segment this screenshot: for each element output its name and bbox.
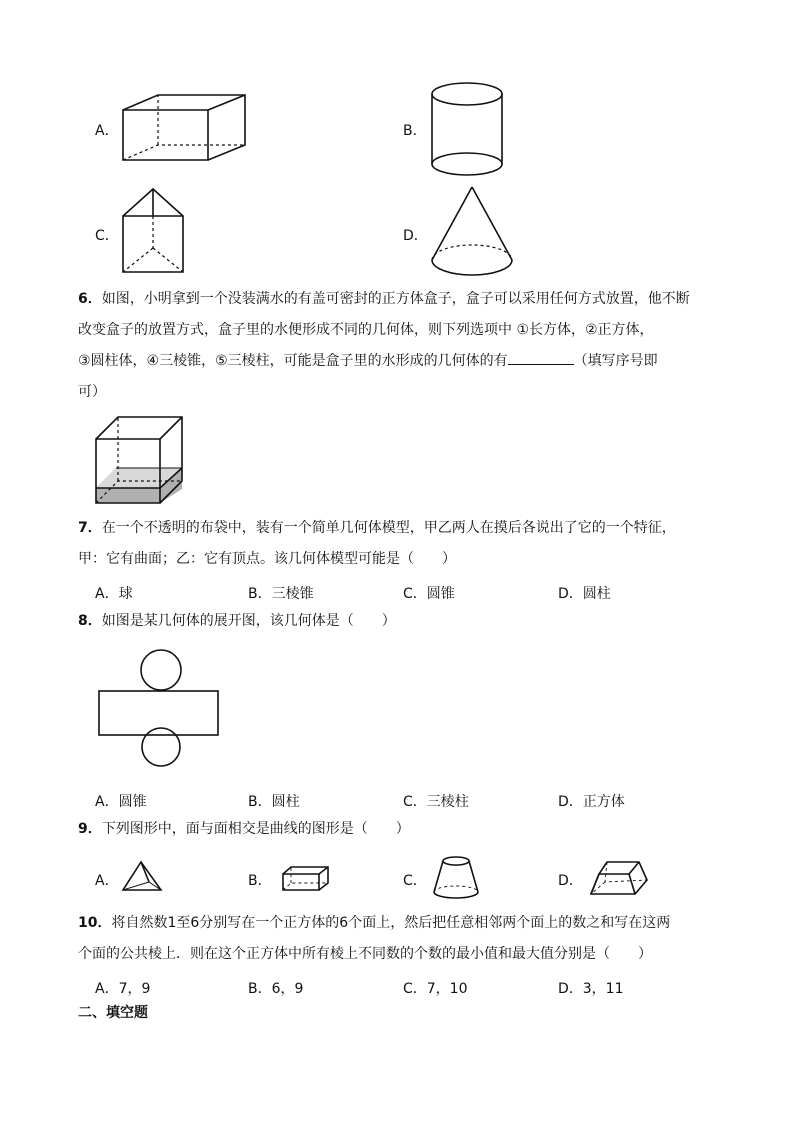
q10-option-c[interactable]: C．7，10 — [403, 981, 468, 997]
small-cuboid-figure — [281, 864, 331, 892]
q6-number: 6． — [78, 291, 102, 307]
q10-option-d[interactable]: D．3，11 — [558, 981, 624, 997]
q7-option-b[interactable]: B．三棱锥 — [248, 586, 314, 602]
section-heading: 二、填空题 — [78, 1005, 148, 1021]
q10-stem-2: 个面的公共棱上．则在这个正方体中所有棱上不同数的个数的最小值和最大值分别是（ ） — [78, 946, 652, 962]
q7-line-1 — [78, 517, 676, 539]
q10-stem-1: 将自然数1至6分别写在一个正方体的6个面上，然后把任意相邻两个面上的数之和写在这两 — [111, 915, 671, 931]
q7-option-c[interactable]: C．圆锥 — [403, 586, 455, 602]
q10-number: 10． — [78, 915, 112, 931]
q9-line-1 — [78, 818, 410, 840]
q5-option-a-label: A． — [95, 123, 119, 139]
q7-stem-2: 甲：它有曲面；乙：它有顶点。该几何体模型可能是（ ） — [78, 551, 456, 567]
q8-line-1 — [78, 610, 396, 632]
q6-stem-4: 可） — [78, 384, 106, 400]
q8-option-b[interactable]: B．圆柱 — [248, 794, 300, 810]
triangular-prism-figure — [120, 186, 190, 278]
q8-option-d[interactable]: D．正方体 — [558, 794, 625, 810]
q5-option-c-label: C． — [95, 228, 119, 244]
q6-line-1 — [78, 288, 690, 310]
q9-option-d-label[interactable]: D． — [558, 873, 583, 889]
cone-figure — [428, 184, 518, 280]
answer-blank[interactable] — [508, 350, 574, 365]
water-cube-figure — [94, 415, 188, 507]
q6-line-3 — [78, 350, 658, 372]
q6-stem-3: ③圆柱体，④三棱锥，⑤三棱柱，可能是盒子里的水形成的几何体的有 — [78, 353, 508, 369]
q6-stem-2: 改变盒子的放置方式，盒子里的水便形成不同的几何体，则下列选项中 ①长方体，②正方体， — [78, 322, 654, 338]
cuboid-figure — [120, 92, 250, 162]
q10-option-a[interactable]: A．7，9 — [95, 981, 151, 997]
q8-stem: 如图是某几何体的展开图，该几何体是（ ） — [101, 613, 396, 629]
q8-number: 8． — [78, 613, 102, 629]
q8-option-a[interactable]: A．圆锥 — [95, 794, 147, 810]
q8-option-c[interactable]: C．三棱柱 — [403, 794, 469, 810]
q7-option-a[interactable]: A．球 — [95, 586, 133, 602]
q6-stem-3-tail: （填写序号即 — [573, 353, 658, 369]
q9-stem: 下列图形中，面与面相交是曲线的图形是（ ） — [101, 821, 410, 837]
cylinder-figure — [430, 82, 506, 178]
q9-option-a-label[interactable]: A． — [95, 873, 119, 889]
q7-number: 7． — [78, 520, 102, 536]
q10-option-b[interactable]: B．6，9 — [248, 981, 304, 997]
pyramid-figure — [121, 860, 163, 894]
cylinder-net-figure — [97, 649, 221, 769]
prismoid-figure — [589, 858, 651, 898]
q9-option-b-label[interactable]: B． — [248, 873, 272, 889]
q9-option-c-label[interactable]: C． — [403, 873, 427, 889]
q7-stem-1: 在一个不透明的布袋中，装有一个简单几何体模型，甲乙两人在摸后各说出了它的一个特征， — [101, 520, 676, 536]
q7-option-d[interactable]: D．圆柱 — [558, 586, 611, 602]
q10-line-1 — [78, 912, 670, 934]
q5-option-b-label: B． — [403, 123, 427, 139]
frustum-figure — [432, 855, 482, 901]
q5-option-d-label: D． — [403, 228, 428, 244]
q9-number: 9． — [78, 821, 102, 837]
q6-stem-1: 如图，小明拿到一个没装满水的有盖可密封的正方体盒子，盒子可以采用任何方式放置，他不断 — [101, 291, 690, 307]
